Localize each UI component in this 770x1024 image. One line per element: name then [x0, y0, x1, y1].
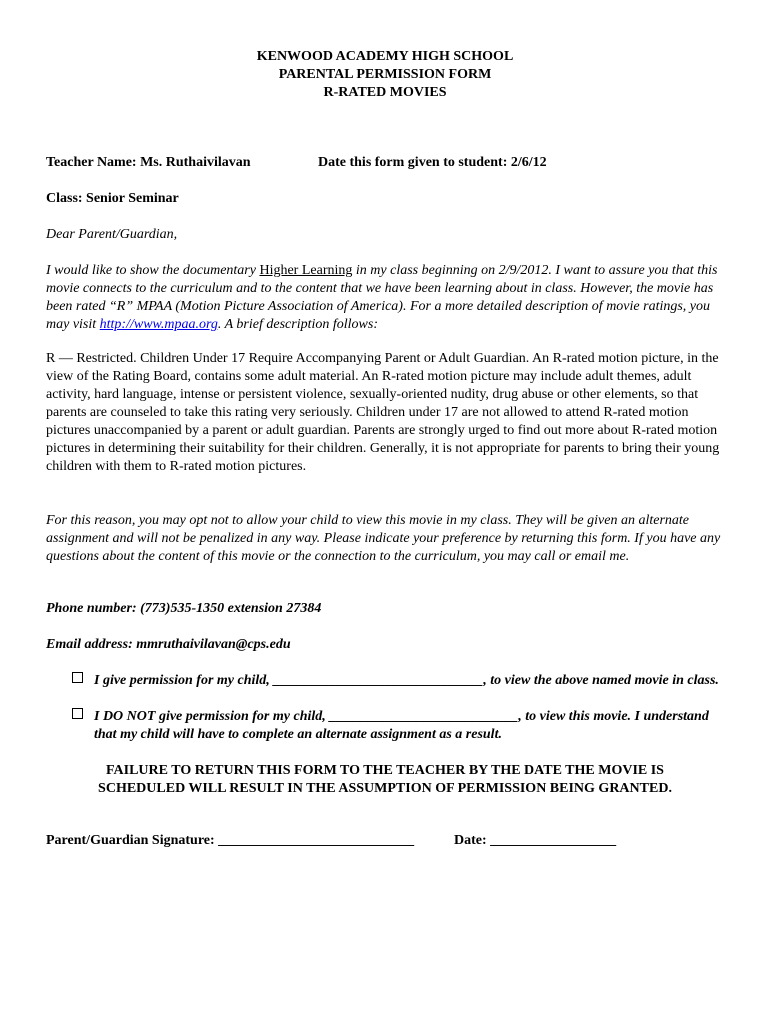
phone-number: Phone number: (773)535-1350 extension 27384	[46, 601, 322, 616]
checkbox-square-icon	[72, 708, 83, 719]
mpaa-link[interactable]: http://www.mpaa.org	[99, 317, 218, 332]
warning-line-2: SCHEDULED WILL RESULT IN THE ASSUMPTION OF PERMISSION BEING GRANTED.	[98, 781, 672, 796]
intro-paragraph	[46, 262, 728, 334]
checkbox-square-icon	[72, 672, 83, 683]
teacher-name: Teacher Name: Ms. Ruthaivilavan	[46, 155, 251, 170]
signature-line: Parent/Guardian Signature: ____________________________	[46, 833, 415, 848]
permit-checkbox[interactable]	[72, 672, 83, 690]
form-subtitle: R-RATED MOVIES	[323, 85, 447, 100]
deny-checkbox[interactable]	[72, 708, 83, 726]
opt-out-paragraph: For this reason, you may opt not to allow your child to view this movie in my class. They will be given an alternate assignment and will not be penalized in any way. Please indicate your preference by returning this form. If you have any questions about the content of this movie or the connection to the curriculum, you may call or email me.	[46, 513, 721, 564]
class-name: Class: Senior Seminar	[46, 191, 179, 206]
permit-option-text: I give permission for my child, ______________________________, to view the above named movie in class.	[94, 673, 719, 688]
intro-text-2: in my class beginning on 2/9/2012. I want to assure you that this movie connects to the curriculum and to the content that we have been learning about in class. However, the movie has been rated “R” MPAA (Motion Picture Association of America). For a more detailed description of movie ratings, you may visit	[46, 263, 718, 332]
failure-warning	[0, 762, 770, 798]
email-address: Email address: mmruthaivilavan@cps.edu	[46, 637, 291, 652]
deny-option-text: I DO NOT give permission for my child, ___________________________, to view this movie. I understand that my child will have to complete an alternate assignment as a result.	[94, 709, 709, 742]
form-title: PARENTAL PERMISSION FORM	[278, 67, 492, 82]
date-given: Date this form given to student: 2/6/12	[318, 155, 547, 170]
intro-text-3: . A brief description follows:	[217, 317, 378, 332]
warning-line-1: FAILURE TO RETURN THIS FORM TO THE TEACHER BY THE DATE THE MOVIE IS	[106, 763, 664, 778]
signature-date-line: Date: __________________	[454, 833, 617, 848]
intro-text-1: I would like to show the documentary	[46, 263, 260, 278]
movie-title: Higher Learning	[259, 263, 353, 278]
greeting: Dear Parent/Guardian,	[46, 227, 178, 242]
rating-description: R — Restricted. Children Under 17 Require Accompanying Parent or Adult Guardian. An R-rated motion picture, in the view of the Rating Board, contains some adult material. An R-rated motion picture may include adult themes, adult activity, hard language, intense or persistent violence, sexually-oriented nudity, drug abuse or other elements, so that parents are counseled to take this rating very seriously. Children under 17 are not allowed to attend R-rated motion pictures unaccompanied by a parent or adult guardian. Parents are strongly urged to find out more about R-rated motion pictures in determining their suitability for their children. Generally, it is not appropriate for parents to bring their young children with them to R-rated motion pictures.	[46, 351, 720, 474]
school-name: KENWOOD ACADEMY HIGH SCHOOL	[256, 49, 514, 64]
form-header	[0, 48, 770, 102]
